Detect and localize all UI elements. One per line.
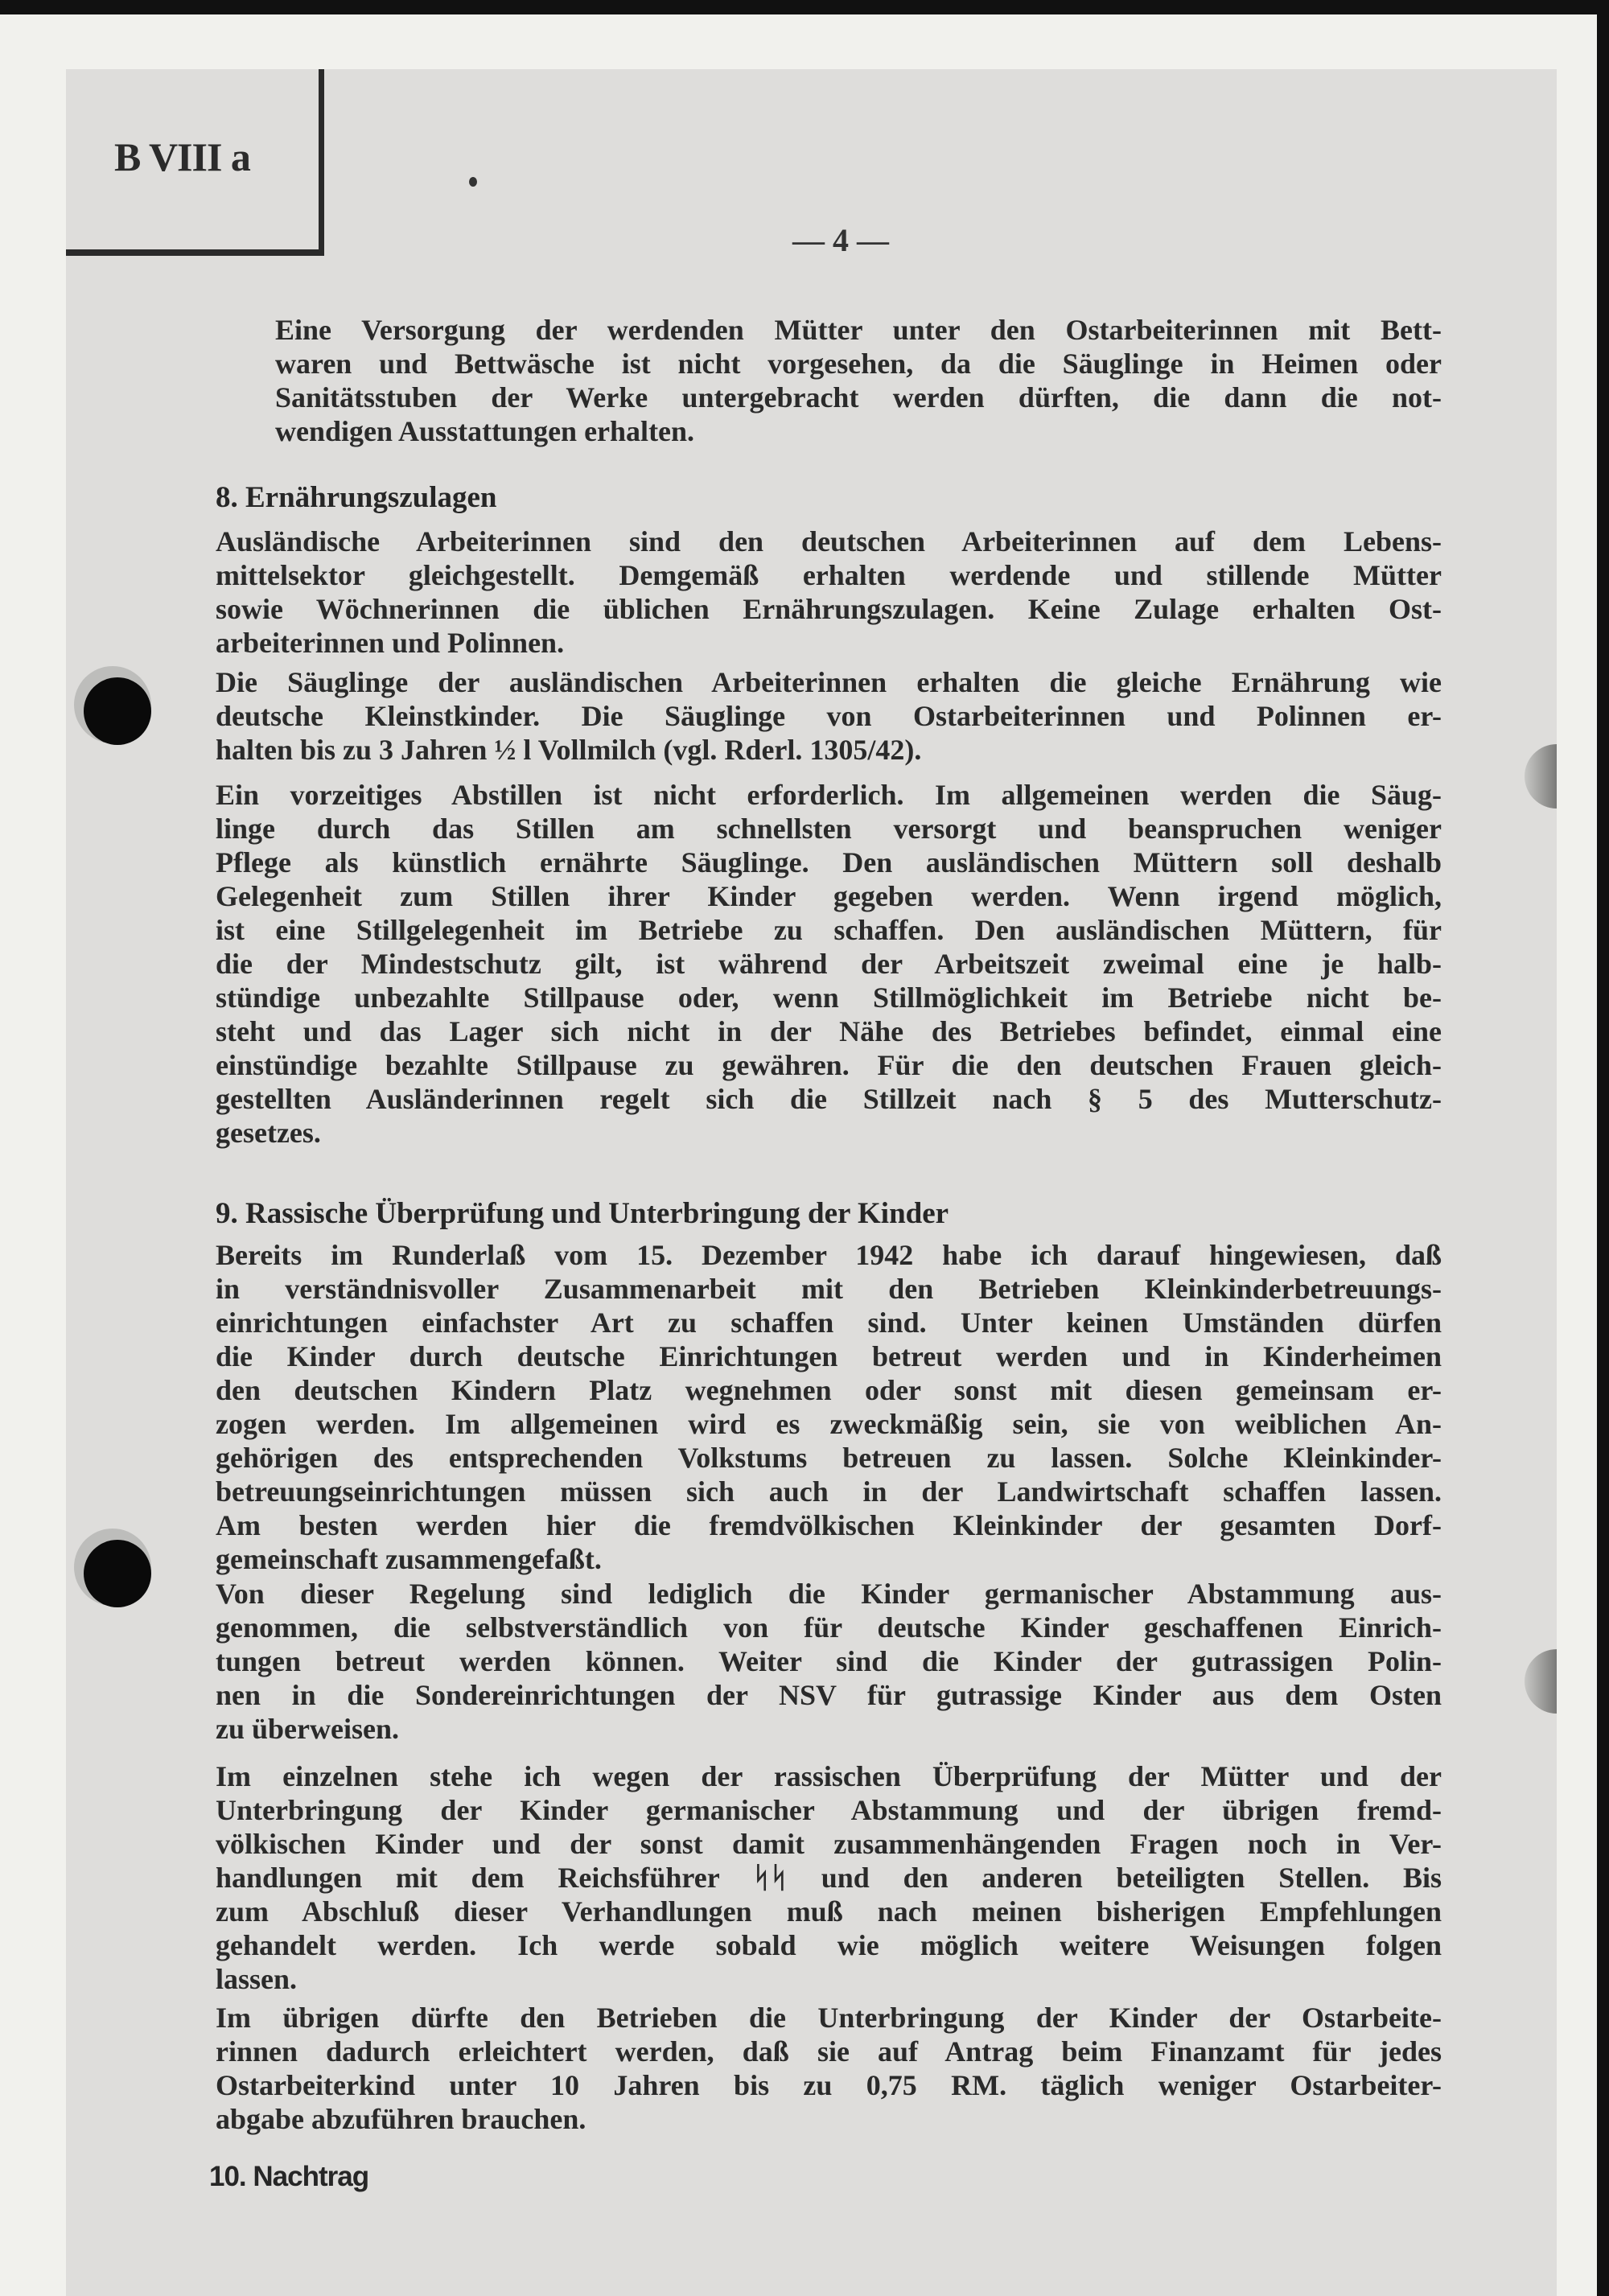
punch-hole-icon	[84, 677, 151, 745]
text-line: Die Säuglinge der ausländischen Arbeiterinnen erhalten die gleiche Ernährung wie	[216, 666, 1442, 698]
text-line: lassen.	[216, 1963, 298, 1995]
text-line: in verständnisvoller Zusammenarbeit mit den Betrieben Kleinkinderbetreuungs-	[216, 1273, 1442, 1305]
text-line: zu überweisen.	[216, 1713, 399, 1745]
text-line: halten bis zu 3 Jahren ½ l Vollmilch (vgl. Rderl. 1305/42).	[216, 734, 922, 766]
section-8-paragraph-1	[216, 525, 1442, 660]
punch-hole-icon	[84, 1540, 151, 1607]
text-line: ist eine Stillgelegenheit im Betriebe zu schaffen. Den ausländischen Müttern, für	[216, 914, 1442, 946]
text-line: gemeinschaft zusammengefaßt.	[216, 1543, 602, 1575]
section-9-paragraph-4	[216, 2001, 1442, 2136]
text-line: tungen betreut werden können. Weiter sind die Kinder der gutrassigen Polin-	[216, 1645, 1442, 1677]
text-line: zogen werden. Im allgemeinen wird es zweckmäßig sein, sie von weiblichen An-	[216, 1408, 1442, 1440]
text-line: genommen, die selbstverständlich von für deutsche Kinder geschaffenen Einrich-	[216, 1611, 1442, 1644]
text-line: mittelsektor gleichgestellt. Demgemäß erhalten werdende und stillende Mütter	[216, 559, 1442, 591]
text-line: Ausländische Arbeiterinnen sind den deutschen Arbeiterinnen auf dem Lebens-	[216, 525, 1442, 558]
section-8-paragraph-3	[216, 778, 1442, 1150]
section-8-heading: 8. Ernährungszulagen	[216, 481, 497, 514]
text-line: völkischen Kinder und der sonst damit zusammenhängenden Fragen noch in Ver-	[216, 1828, 1442, 1860]
text-line: betreuungseinrichtungen müssen sich auch in der Landwirtschaft schaffen lassen.	[216, 1475, 1442, 1508]
text-line: nen in die Sondereinrichtungen der NSV für gutrassige Kinder aus dem Osten	[216, 1679, 1442, 1711]
text-line: abgabe abzuführen brauchen.	[216, 2103, 586, 2135]
text-line: Im übrigen dürfte den Betrieben die Unterbringung der Kinder der Ostarbeite-	[216, 2002, 1442, 2034]
text-line: Pflege als künstlich ernährte Säuglinge. Den ausländischen Müttern soll deshalb	[216, 846, 1442, 878]
section-8-paragraph-2	[216, 665, 1442, 767]
text-line: handlungen mit dem Reichsführer ᛋᛋ und den anderen beteiligten Stellen. Bis	[216, 1862, 1442, 1894]
text-line: sowie Wöchnerinnen die üblichen Ernährungszulagen. Keine Zulage erhalten Ost-	[216, 593, 1442, 625]
text-line: gesetzes.	[216, 1117, 321, 1149]
text-line: den deutschen Kindern Platz wegnehmen oder sonst mit diesen gemeinsam er-	[216, 1374, 1442, 1406]
header-box-border-vertical	[319, 69, 324, 256]
text-line: die der Mindestschutz gilt, ist während der Arbeitszeit zweimal eine je halb-	[216, 948, 1442, 980]
text-line: einstündige bezahlte Stillpause zu gewähren. Für die den deutschen Frauen gleich-	[216, 1049, 1442, 1081]
text-line: linge durch das Stillen am schnellsten versorgt und beanspruchen weniger	[216, 813, 1442, 845]
page-number: — 4 —	[792, 222, 889, 258]
text-line: Eine Versorgung der werdenden Mütter unter den Ostarbeiterinnen mit Bett-	[275, 314, 1442, 346]
document-code: B VIII a	[114, 134, 250, 179]
ink-speck	[469, 177, 477, 187]
text-line: gehörigen des entsprechenden Volkstums betreuen zu lassen. Solche Kleinkinder-	[216, 1442, 1442, 1474]
text-line: Gelegenheit zum Stillen ihrer Kinder gegeben werden. Wenn irgend möglich,	[216, 880, 1442, 912]
text-line: Ostarbeiterkind unter 10 Jahren bis zu 0,75 RM. täglich weniger Ostarbeiter-	[216, 2069, 1442, 2101]
section-9-heading: 9. Rassische Überprüfung und Unterbringung der Kinder	[216, 1197, 949, 1230]
text-line: Am besten werden hier die fremdvölkischen Kleinkinder der gesamten Dorf-	[216, 1509, 1442, 1541]
text-line: gehandelt werden. Ich werde sobald wie möglich weitere Weisungen folgen	[216, 1929, 1442, 1961]
text-line: deutsche Kleinstkinder. Die Säuglinge von Ostarbeiterinnen und Polinnen er-	[216, 700, 1442, 732]
text-line: Im einzelnen stehe ich wegen der rassischen Überprüfung der Mütter und der	[216, 1760, 1442, 1792]
text-line: Ein vorzeitiges Abstillen ist nicht erforderlich. Im allgemeinen werden die Säug-	[216, 779, 1442, 811]
text-line: rinnen dadurch erleichtert werden, daß sie auf Antrag beim Finanzamt für jedes	[216, 2035, 1442, 2068]
text-line: steht und das Lager sich nicht in der Nähe des Betriebes befindet, einmal eine	[216, 1015, 1442, 1047]
text-line: arbeiterinnen und Polinnen.	[216, 627, 565, 659]
text-line: Sanitätsstuben der Werke untergebracht werden dürften, die dann die not-	[275, 381, 1442, 414]
text-line: stündige unbezahlte Stillpause oder, wenn Stillmöglichkeit im Betriebe nicht be-	[216, 981, 1442, 1014]
section-9-paragraph-1	[216, 1238, 1442, 1576]
text-line: einrichtungen einfachster Art zu schaffen sind. Unter keinen Umständen dürfen	[216, 1306, 1442, 1339]
text-line: die Kinder durch deutsche Einrichtungen betreut werden und in Kinderheimen	[216, 1340, 1442, 1372]
section-10-heading: 10. Nachtrag	[209, 2161, 369, 2192]
text-line: waren und Bettwäsche ist nicht vorgesehen, da die Säuglinge in Heimen oder	[275, 348, 1442, 380]
header-box-border-horizontal	[66, 249, 324, 256]
text-line: gestellten Ausländerinnen regelt sich die Stillzeit nach § 5 des Mutterschutz-	[216, 1083, 1442, 1115]
text-line: Unterbringung der Kinder germanischer Abstammung und der übrigen fremd-	[216, 1794, 1442, 1826]
paragraph-intro	[275, 313, 1442, 448]
section-9-paragraph-3	[216, 1759, 1442, 1996]
section-9-paragraph-2	[216, 1577, 1442, 1746]
text-line: Von dieser Regelung sind lediglich die Kinder germanischer Abstammung aus-	[216, 1578, 1442, 1610]
text-line: wendigen Ausstattungen erhalten.	[275, 415, 695, 447]
text-line: zum Abschluß dieser Verhandlungen muß nach meinen bisherigen Empfehlungen	[216, 1895, 1442, 1928]
text-line: Bereits im Runderlaß vom 15. Dezember 1942 habe ich darauf hingewiesen, daß	[216, 1239, 1442, 1271]
